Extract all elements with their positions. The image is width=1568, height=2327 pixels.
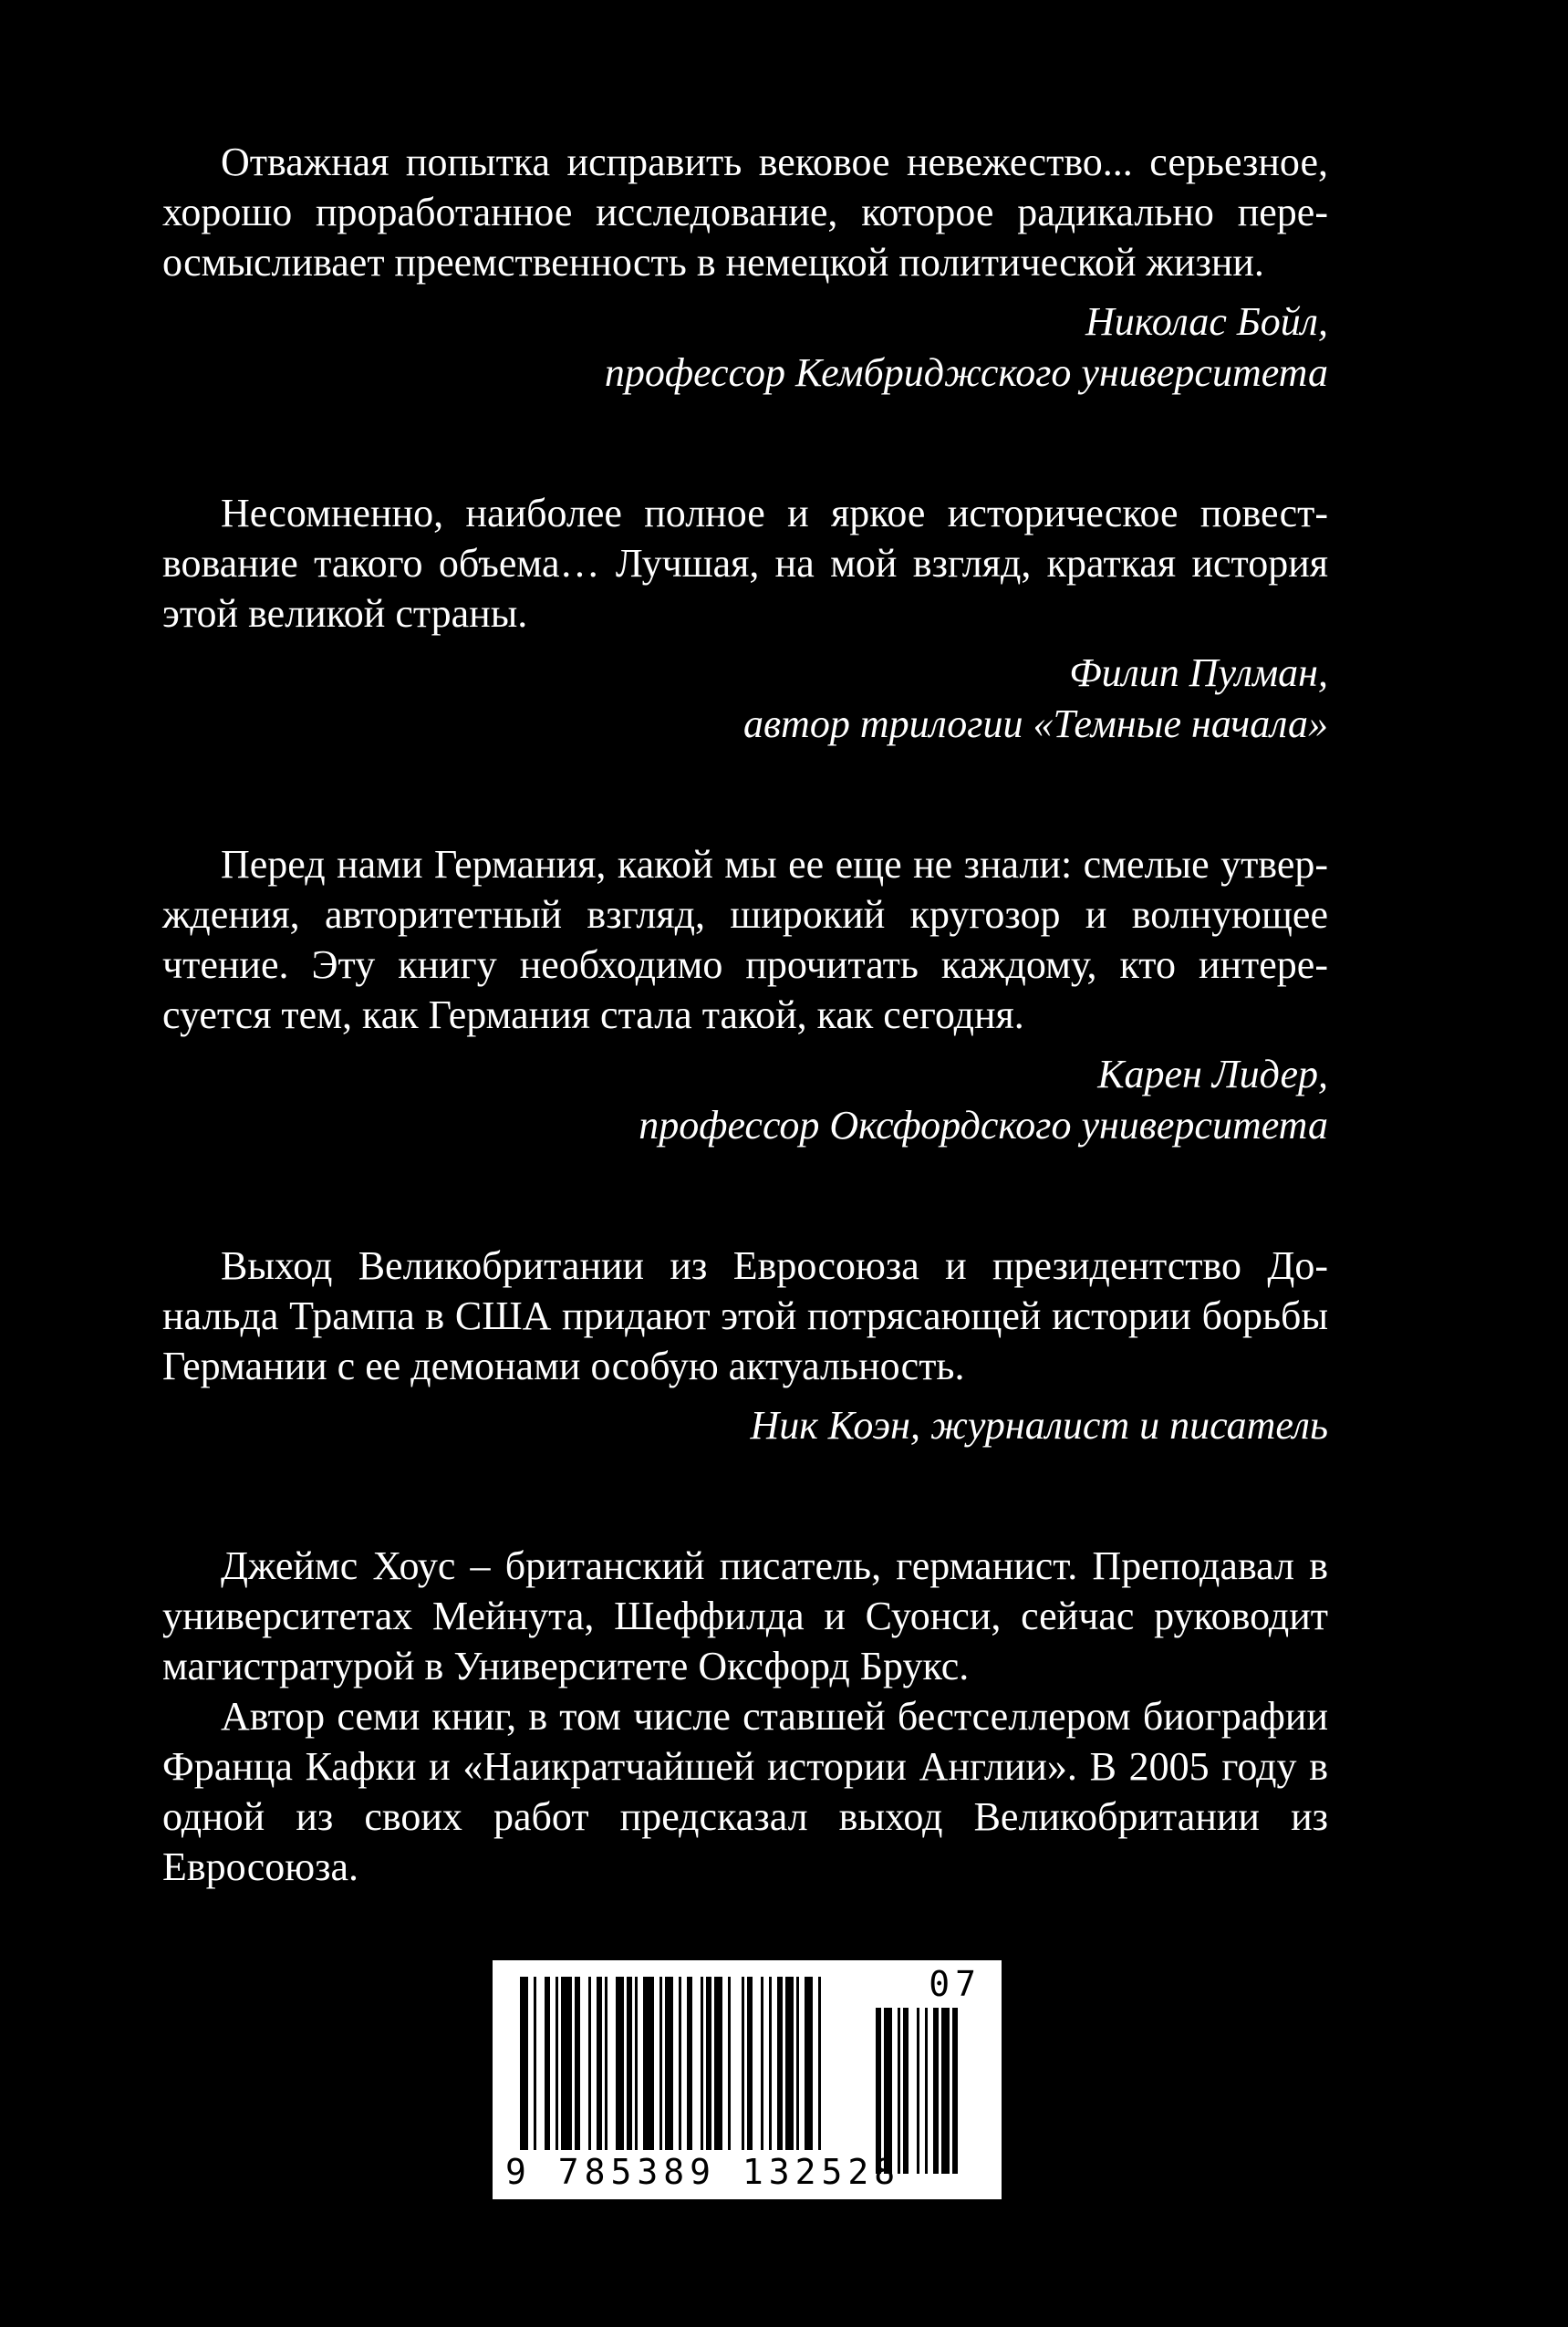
barcode-addon-bar xyxy=(876,2008,881,2174)
review-4-attribution xyxy=(162,1400,1328,1451)
barcode-bar xyxy=(785,1977,794,2150)
review-2-author: Филип Пулман, xyxy=(1069,650,1328,695)
barcode-bar xyxy=(728,1977,731,2150)
barcode-addon-bar xyxy=(903,2008,909,2174)
author-bio-paragraph-1: Джеймс Хоус – британский писатель, германист. Преподавал в университетах Мейнута, Шеффилда и Суонси, сейчас руководит магистратурой в Университете Оксфорд Брукс. xyxy=(162,1543,1328,1688)
barcode-bar xyxy=(635,1977,638,2150)
barcode-bar xyxy=(747,1977,753,2150)
barcode-bar xyxy=(742,1977,744,2150)
barcode-bar xyxy=(805,1977,813,2150)
review-3-author: Карен Лидер, xyxy=(1097,1052,1328,1096)
review-1-text: Отважная попытка исправить вековое невежество... серьезное, хорошо проработанное исследование, которое радикально переосмысливает преемственность в немецкой политической жизни. xyxy=(162,140,1328,285)
barcode-bar xyxy=(818,1977,821,2150)
barcode-addon-bar xyxy=(917,2008,919,2174)
barcode-bar xyxy=(627,1977,632,2150)
author-bio-paragraph-2: Автор семи книг, в том числе ставшей бестселлером биографии Франца Кафки и «Наикратчайшей истории Англии». В 2005 году в одной из своих работ предсказал выход Великобритании из Евросоюза. xyxy=(162,1694,1328,1889)
barcode-addon-bar xyxy=(884,2008,892,2174)
review-4-author: Ник Коэн, журналист и писатель xyxy=(750,1403,1328,1448)
review-1-attribution xyxy=(162,296,1328,399)
review-2 xyxy=(162,488,1328,750)
review-1 xyxy=(162,137,1328,399)
barcode-bar xyxy=(706,1977,711,2150)
barcode-bar xyxy=(561,1977,572,2150)
barcode-bar xyxy=(575,1977,580,2150)
barcode-bar xyxy=(605,1977,607,2150)
barcode-bar xyxy=(520,1977,528,2150)
review-2-role: автор трилогии «Темные начала» xyxy=(742,701,1328,746)
barcode-addon-bar xyxy=(941,2008,950,2174)
review-2-text: Несомненно, наиболее полное и яркое историческое повествование такого объема… Лучшая, на мой взгляд, краткая история этой великой страны. xyxy=(162,491,1328,636)
barcode-bar xyxy=(687,1977,692,2150)
barcode-bar xyxy=(679,1977,681,2150)
isbn-barcode xyxy=(493,1960,1002,2199)
barcode-bar xyxy=(769,1977,772,2150)
barcode-bar xyxy=(556,1977,558,2150)
barcode-bar xyxy=(588,1977,591,2150)
back-cover-text xyxy=(162,137,1328,1892)
barcode-bar xyxy=(777,1977,783,2150)
barcode-bar xyxy=(796,1977,799,2150)
barcode-isbn-digits: 9 785389 132528 xyxy=(505,2152,901,2192)
barcode-addon-bar xyxy=(898,2008,900,2174)
barcode-bar xyxy=(643,1977,654,2150)
barcode-bar xyxy=(665,1977,673,2150)
review-3 xyxy=(162,839,1328,1151)
review-1-author: Николас Бойл, xyxy=(1085,299,1328,344)
barcode-addon-bar xyxy=(933,2008,939,2174)
review-4-text: Выход Великобритании из Евросоюза и президентство Дональда Трампа в США придают этой потрясающей истории борьбы Германии с ее демонами особую актуальность. xyxy=(162,1243,1328,1388)
barcode-addon-digits: 07 xyxy=(929,1964,981,2004)
barcode-addon-bar xyxy=(952,2008,958,2174)
barcode-bar xyxy=(714,1977,722,2150)
barcode-bar xyxy=(616,1977,624,2150)
barcode-bar xyxy=(701,1977,703,2150)
review-1-role: профессор Кембриджского университета xyxy=(604,350,1328,395)
barcode-bar xyxy=(761,1977,763,2150)
review-3-role: профессор Оксфордского университета xyxy=(639,1103,1328,1148)
barcode-bar xyxy=(659,1977,662,2150)
barcode-bar xyxy=(597,1977,602,2150)
barcode-bar xyxy=(534,1977,536,2150)
author-bio xyxy=(162,1541,1328,1892)
review-3-text: Перед нами Германия, какой мы ее еще не знали: смелые утверждения, авторитетный взгляд, широкий кругозор и волнующее чтение. Эту книгу необходимо прочитать каждому, кто интересуется тем, как Германия стала такой, как сегодня. xyxy=(162,842,1328,1037)
review-4 xyxy=(162,1241,1328,1451)
barcode-addon-bar xyxy=(925,2008,928,2174)
review-3-attribution xyxy=(162,1049,1328,1151)
barcode-bar xyxy=(545,1977,550,2150)
review-2-attribution xyxy=(162,648,1328,750)
